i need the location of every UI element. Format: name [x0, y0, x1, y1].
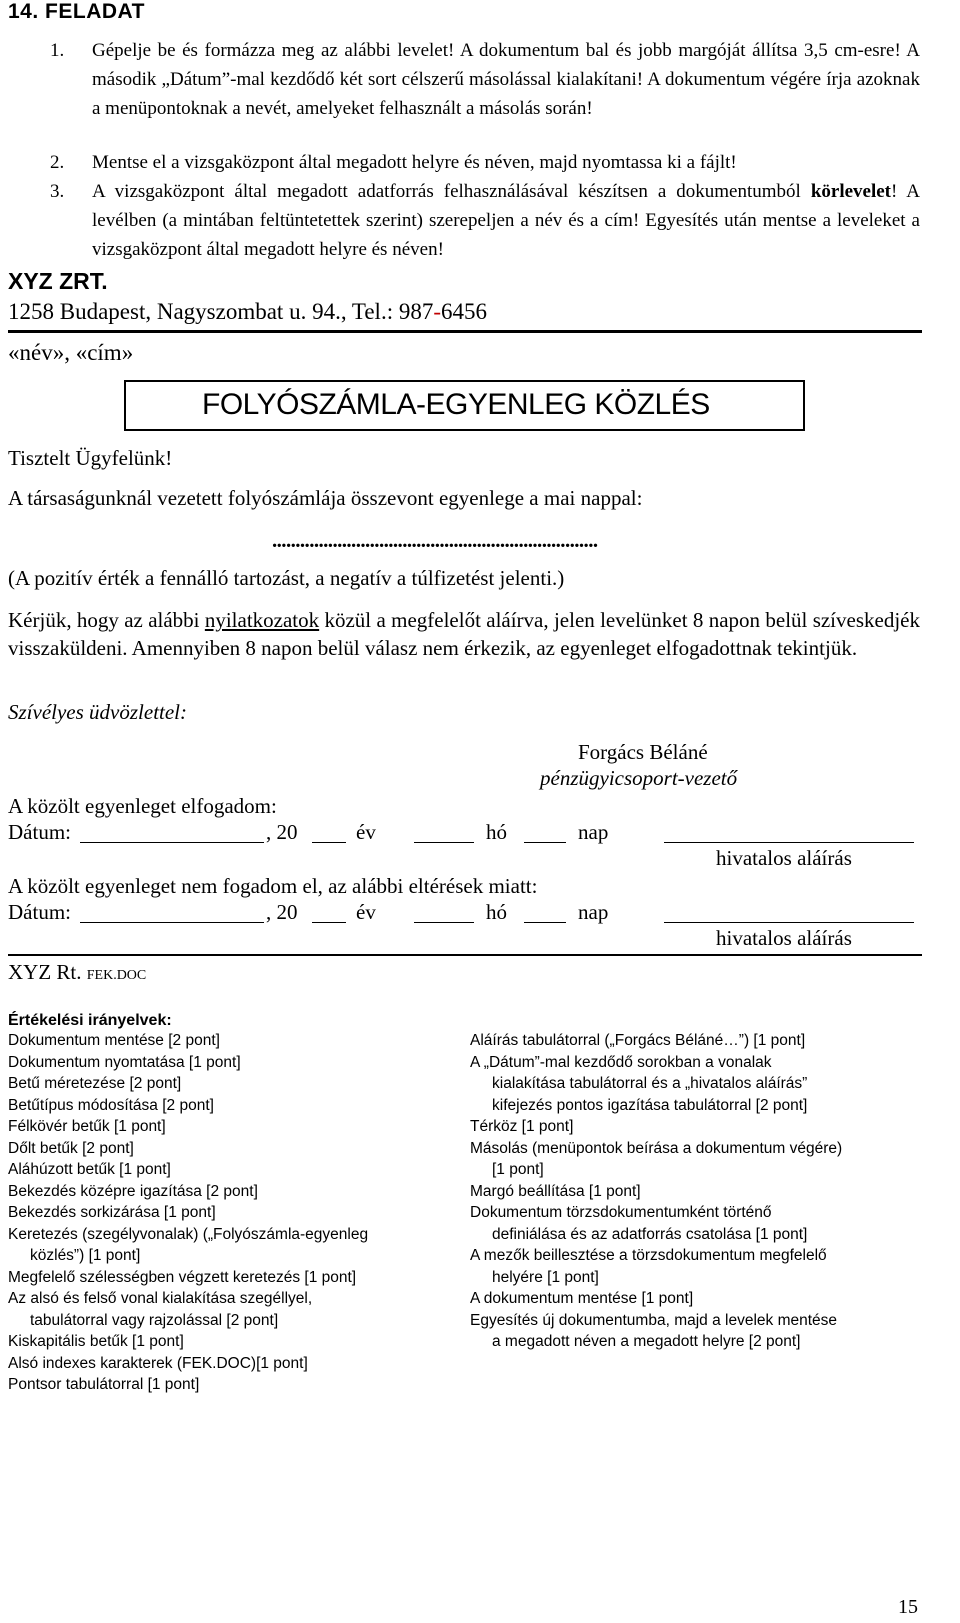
footer-filename: FEK.DOC — [86, 968, 147, 983]
balance-note: (A pozitív érték a fennálló tartozást, a negatív a túlfizetést jelenti.) — [8, 566, 565, 590]
criteria-item: Kiskapitális betűk [1 pont] — [8, 1333, 184, 1350]
criteria-item: Betűtípus módosítása [2 pont] — [8, 1096, 214, 1114]
criteria-item: Pontsor tabulátorral [1 pont] — [8, 1376, 200, 1393]
task-text: A vizsgaközpont által megadott adatforrás felhasználásával készítsen a dokumentumból körlevelet! A levélben (a mintában feltüntetettek szerint) szerepeljen a név és a cím! Egyesítés után mentse a leveleket a vizsgaközpont által megadott helyre és néven! — [92, 181, 920, 260]
criteria-item-continuation: kifejezés pontos igazítása tabulátorral [2 pont] — [492, 1096, 808, 1114]
day-label: nap — [578, 820, 609, 844]
signature-line[interactable] — [664, 922, 914, 923]
body-paragraph: Kérjük, hogy az alábbi nyilatkozatok közül a megfelelőt aláírva, jelen levelünket 8 napon belül szíveskedjék visszaküldeni. Amennyiben 8 napon belül válasz nem érkezik, az egyenleget elfogadottnak tekintjük. — [8, 608, 920, 660]
year-label: év — [356, 820, 376, 844]
year-blank[interactable] — [312, 922, 346, 923]
criteria-item: A dokumentum mentése [1 pont] — [470, 1290, 694, 1307]
salutation: Tisztelt Ügyfelünk! — [8, 446, 173, 470]
accept-line: A közölt egyenleget elfogadom: — [8, 794, 277, 818]
criteria-item: Dokumentum nyomtatása [1 pont] — [8, 1053, 241, 1071]
official-signature-label: hivatalos aláírás — [716, 926, 852, 950]
task-text: Mentse el a vizsgaközpont által megadott helyre és néven, majd nyomtassa ki a fájlt! — [92, 152, 737, 173]
task-2 — [50, 148, 920, 177]
task-1 — [50, 36, 920, 123]
signer-name: Forgács Béláné — [578, 740, 708, 764]
signer-title: pénzügyicsoport-vezető — [540, 766, 738, 790]
month-blank[interactable] — [414, 842, 474, 843]
criteria-item-continuation: kialakítása tabulátorral és a „hivatalos aláírás” — [492, 1075, 808, 1092]
criteria-item: Bekezdés sorkizárása [1 pont] — [8, 1204, 216, 1221]
year-label: év — [356, 900, 376, 924]
task-3 — [50, 177, 920, 264]
criteria-left-column — [8, 1030, 460, 1396]
criteria-item: Másolás (menüpontok beírása a dokumentum végére) — [470, 1139, 843, 1157]
criteria-right-column — [470, 1030, 940, 1353]
official-signature-label: hivatalos aláírás — [716, 846, 852, 870]
criteria-item-continuation: közlés”) [1 pont] — [30, 1247, 141, 1264]
criteria-item-continuation: tabulátorral vagy rajzolással [2 pont] — [30, 1311, 279, 1329]
bold-word: körlevelet — [810, 181, 891, 202]
heading-text: FOLYÓSZÁMLA-EGYENLEG KÖZLÉS — [202, 388, 710, 421]
criteria-item-continuation: helyére [1 pont] — [492, 1268, 599, 1286]
task-number: 1. — [50, 40, 65, 61]
task-number: 3. — [50, 181, 65, 202]
criteria-item: Alsó indexes karakterek (FEK.DOC)[1 pont] — [8, 1354, 308, 1372]
closing: Szívélyes üdvözlettel: — [8, 700, 188, 724]
bottom-rule — [8, 954, 922, 956]
criteria-item: Margó beállítása [1 pont] — [470, 1182, 641, 1200]
criteria-item: Félkövér betűk [1 pont] — [8, 1118, 166, 1135]
page-title: 14. FELADAT — [8, 0, 145, 23]
criteria-item-continuation: a megadott néven a megadott helyre [2 pont] — [492, 1333, 801, 1350]
criteria-item: Dőlt betűk [2 pont] — [8, 1139, 134, 1157]
criteria-item: Aláhúzott betűk [1 pont] — [8, 1161, 171, 1178]
top-rule — [8, 330, 922, 333]
year-prefix: , 20 — [266, 900, 298, 924]
criteria-item: Térköz [1 pont] — [470, 1118, 574, 1135]
heading-box — [124, 380, 805, 431]
company-name: XYZ ZRT. — [8, 268, 108, 294]
criteria-item: Dokumentum mentése [2 pont] — [8, 1032, 220, 1049]
criteria-item: Megfelelő szélességben végzett keretezés [1 pont] — [8, 1268, 357, 1286]
date-label: Dátum: — [8, 820, 71, 844]
date-blank[interactable] — [80, 842, 264, 843]
year-blank[interactable] — [312, 842, 346, 843]
task-number: 2. — [50, 152, 65, 173]
criteria-item: Aláírás tabulátorral („Forgács Béláné…”) [1 pont] — [470, 1032, 806, 1049]
criteria-item: Keretezés (szegélyvonalak) („Folyószámla-egyenleg — [8, 1225, 369, 1243]
day-label: nap — [578, 900, 609, 924]
criteria-item-continuation: definiálása és az adatforrás csatolása [1 pont] — [492, 1225, 808, 1243]
signature-line[interactable] — [664, 842, 914, 843]
criteria-item: Dokumentum törzsdokumentumként történő — [470, 1204, 772, 1221]
month-blank[interactable] — [414, 922, 474, 923]
criteria-item: Az alsó és felső vonal kialakítása szegéllyel, — [8, 1290, 313, 1307]
date-label: Dátum: — [8, 900, 71, 924]
date-blank[interactable] — [80, 922, 264, 923]
criteria-item: Betű méretezése [2 pont] — [8, 1075, 182, 1092]
criteria-item: A mezők beillesztése a törzsdokumentum megfelelő — [470, 1247, 827, 1264]
dot-leader: ...................................................................... — [272, 528, 598, 552]
criteria-item: A „Dátum”-mal kezdődő sorokban a vonalak — [470, 1053, 772, 1071]
year-prefix: , 20 — [266, 820, 298, 844]
criteria-item-continuation: [1 pont] — [492, 1161, 544, 1178]
criteria-item: Egyesítés új dokumentumba, majd a levelek mentése — [470, 1311, 838, 1329]
month-label: hó — [486, 820, 507, 844]
underlined-word: nyilatkozatok — [204, 608, 320, 632]
day-blank[interactable] — [524, 922, 566, 923]
month-label: hó — [486, 900, 507, 924]
reject-line: A közölt egyenleget nem fogadom el, az alábbi eltérések miatt: — [8, 874, 538, 898]
page-number: 15 — [898, 1596, 918, 1618]
task-text: Gépelje be és formázza meg az alábbi levelet! A dokumentum bal és jobb margóját állítsa 3,5 cm-esre! A második „Dátum”-mal kezdődő két sort célszerű másolással kialakítani! A dokumentum végére írja azoknak a menüpontoknak a nevét, amelyeket felhasznált a másolás során! — [92, 40, 920, 119]
balance-line: A társaságunknál vezetett folyószámlája összevont egyenlege a mai nappal: — [8, 486, 643, 510]
merge-fields: «név», «cím» — [8, 340, 134, 365]
footer: XYZ Rt. FEK.DOC — [8, 960, 147, 984]
day-blank[interactable] — [524, 842, 566, 843]
criteria-item: Bekezdés középre igazítása [2 pont] — [8, 1182, 258, 1200]
criteria-heading: Értékelési irányelvek: — [8, 1012, 172, 1029]
company-address: 1258 Budapest, Nagyszombat u. 94., Tel.: 987-6456 — [8, 299, 488, 324]
